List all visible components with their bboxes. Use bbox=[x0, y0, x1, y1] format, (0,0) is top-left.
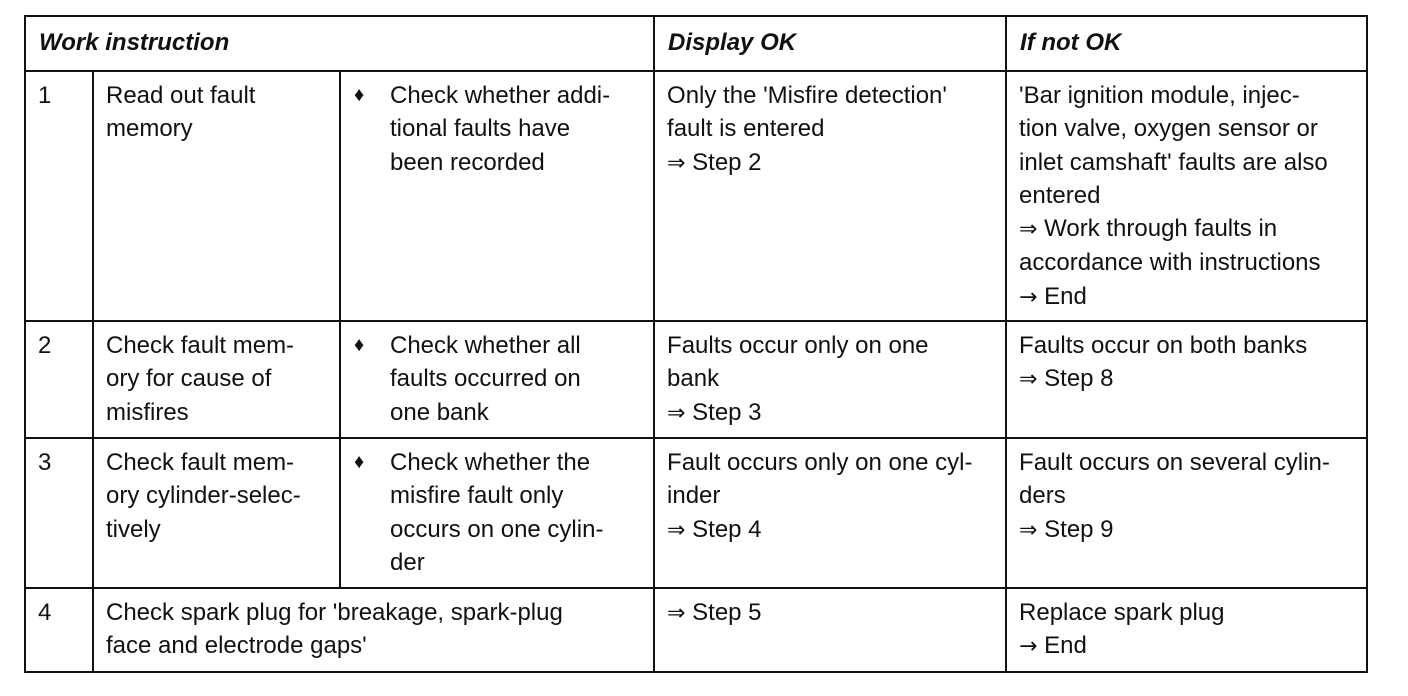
next-step-label: Step 3 bbox=[692, 398, 762, 426]
right-arrow-icon: → bbox=[1019, 284, 1038, 310]
table-row bbox=[25, 71, 1367, 321]
double-arrow-icon: ⇒ bbox=[667, 517, 686, 543]
instruction-cell bbox=[93, 321, 340, 438]
if-not-ok-text: Faults occur on both banks bbox=[1019, 332, 1308, 360]
instruction-cell bbox=[93, 588, 654, 672]
check-cell bbox=[340, 438, 654, 588]
header-work-instruction: Work instruction bbox=[25, 16, 654, 71]
diamond-bullet-icon: ♦ bbox=[354, 334, 365, 357]
if-not-ok-next bbox=[1019, 212, 1356, 280]
check-text: Check whether addi- tional faults have been recorded bbox=[390, 82, 611, 176]
display-ok-next bbox=[667, 513, 995, 547]
next-step-label: Step 5 bbox=[692, 599, 762, 627]
double-arrow-icon: ⇒ bbox=[667, 601, 686, 627]
if-not-ok-cell bbox=[1006, 588, 1367, 672]
instruction-text: Check fault mem- ory cylinder-selec- tively bbox=[106, 449, 301, 543]
double-arrow-icon: ⇒ bbox=[1019, 517, 1038, 543]
display-ok-text: Fault occurs only on one cyl- inder bbox=[667, 449, 973, 510]
display-ok-next bbox=[667, 596, 995, 630]
if-not-ok-text: Fault occurs on several cylin- ders bbox=[1019, 449, 1330, 510]
next-step-label: Step 8 bbox=[1044, 365, 1114, 393]
display-ok-cell bbox=[654, 321, 1006, 438]
display-ok-text: Only the 'Misfire detection' fault is entered bbox=[667, 82, 947, 143]
if-not-ok-text: 'Bar ignition module, injec- tion valve, oxygen sensor or inlet camshaft' faults are also entered bbox=[1019, 82, 1328, 209]
diamond-bullet-icon: ♦ bbox=[354, 84, 365, 106]
next-step-label: Step 4 bbox=[692, 515, 762, 543]
header-display-ok: Display OK bbox=[654, 16, 1006, 71]
step-number: 1 bbox=[25, 71, 93, 321]
diamond-bullet-icon: ♦ bbox=[354, 451, 365, 474]
if-not-ok-end bbox=[1019, 280, 1356, 314]
check-cell bbox=[340, 71, 654, 321]
right-arrow-icon: → bbox=[1019, 634, 1038, 660]
next-step-label: Step 9 bbox=[1044, 515, 1114, 543]
table-row bbox=[25, 588, 1367, 672]
if-not-ok-cell bbox=[1006, 438, 1367, 588]
check-text: Check whether all faults occurred on one bank bbox=[390, 332, 581, 426]
display-ok-cell bbox=[654, 588, 1006, 672]
double-arrow-icon: ⇒ bbox=[667, 400, 686, 426]
step-number: 2 bbox=[25, 321, 93, 438]
next-step-label: Step 2 bbox=[692, 148, 762, 176]
double-arrow-icon: ⇒ bbox=[667, 150, 686, 176]
if-not-ok-text: Replace spark plug bbox=[1019, 599, 1225, 627]
check-cell bbox=[340, 321, 654, 438]
step-number: 3 bbox=[25, 438, 93, 588]
instruction-text: Check spark plug for 'breakage, spark-plug face and electrode gaps' bbox=[106, 599, 563, 660]
double-arrow-icon: ⇒ bbox=[1019, 367, 1038, 393]
double-arrow-icon: ⇒ bbox=[1019, 217, 1038, 243]
end-label: End bbox=[1044, 632, 1087, 660]
display-ok-next bbox=[667, 396, 995, 430]
display-ok-next bbox=[667, 146, 995, 180]
next-step-label: Work through faults in accordance with instructions bbox=[1019, 215, 1321, 277]
work-instruction-table bbox=[24, 15, 1368, 673]
table-row bbox=[25, 438, 1367, 588]
instruction-text: Check fault mem- ory for cause of misfires bbox=[106, 332, 295, 426]
header-row bbox=[25, 16, 1367, 71]
display-ok-text: Faults occur only on one bank bbox=[667, 332, 929, 393]
if-not-ok-end bbox=[1019, 629, 1356, 663]
end-label: End bbox=[1044, 282, 1087, 310]
if-not-ok-cell bbox=[1006, 321, 1367, 438]
step-number: 4 bbox=[25, 588, 93, 672]
instruction-cell bbox=[93, 438, 340, 588]
instruction-text: Read out fault memory bbox=[106, 82, 256, 143]
check-text: Check whether the misfire fault only occurs on one cylin- der bbox=[390, 449, 604, 576]
if-not-ok-cell bbox=[1006, 71, 1367, 321]
display-ok-cell bbox=[654, 71, 1006, 321]
display-ok-cell bbox=[654, 438, 1006, 588]
header-if-not-ok: If not OK bbox=[1006, 16, 1367, 71]
if-not-ok-next bbox=[1019, 362, 1356, 396]
table-row bbox=[25, 321, 1367, 438]
if-not-ok-next bbox=[1019, 513, 1356, 547]
instruction-cell bbox=[93, 71, 340, 321]
